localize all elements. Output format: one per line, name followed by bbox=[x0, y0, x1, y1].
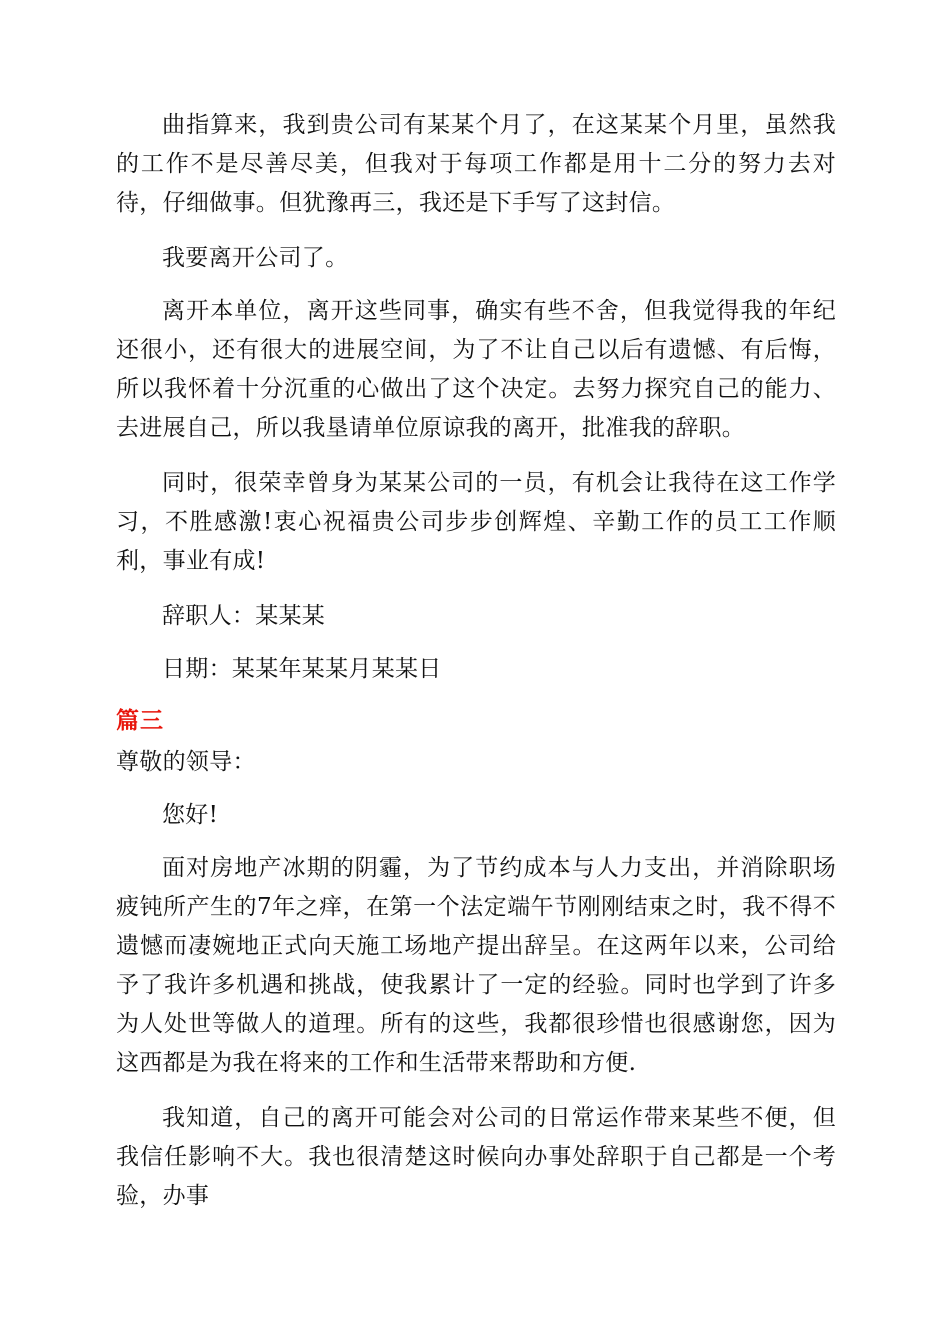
paragraph-reason-for-leaving: 离开本单位，离开这些同事，确实有些不舍，但我觉得我的年纪还很小，还有很大的进展空间，为了不让自己以后有遗憾、有后悔，所以我怀着十分沉重的心做出了这个决定。去努力探究自己的能力、去进展自己，所以我垦请单位原谅我的离开，批准我的辞职。 bbox=[116, 298, 836, 441]
section-title-part-three: 篇三 bbox=[116, 708, 164, 734]
date-line: 日期：某某年某某月某某日 bbox=[162, 656, 442, 682]
paragraph-impact-on-company: 我知道，自己的离开可能会对公司的日常运作带来某些不便，但我信任影响不大。我也很清楚这时候向办事处辞职于自己都是一个考验，办事 bbox=[116, 1105, 836, 1209]
paragraph-service-duration: 曲指算来，我到贵公司有某某个月了，在这某某个月里，虽然我的工作不是尽善尽美，但我对于每项工作都是用十二分的努力去对待，仔细做事。但犹豫再三，我还是下手写了这封信。 bbox=[116, 112, 836, 216]
paragraph-resignation-notice: 面对房地产冰期的阴霾，为了节约成本与人力支出，并消除职场疲钝所产生的7年之痒，在第一个法定端午节刚刚结束之时，我不得不遗憾而凄婉地正式向天施工场地产提出辞呈。在这两年以来，公司给予了我许多机遇和挑战，使我累计了一定的经验。同时也学到了许多为人处世等做人的道理。所有的这些，我都很珍惜也很感谢您，因为这西都是为我在将来的工作和生活带来帮助和方便. bbox=[116, 855, 836, 1076]
paragraph-leaving-company: 我要离开公司了。 bbox=[162, 245, 349, 271]
salutation: 尊敬的领导： bbox=[116, 749, 256, 775]
document-body bbox=[116, 106, 836, 1232]
paragraph-gratitude: 同时，很荣幸曾身为某某公司的一员，有机会让我待在这工作学习，不胜感激!衷心祝福贵公司步步创辉煌、辛勤工作的员工工作顺利，事业有成! bbox=[116, 470, 836, 574]
signature-line: 辞职人：某某某 bbox=[162, 603, 326, 629]
greeting: 您好! bbox=[162, 802, 219, 828]
